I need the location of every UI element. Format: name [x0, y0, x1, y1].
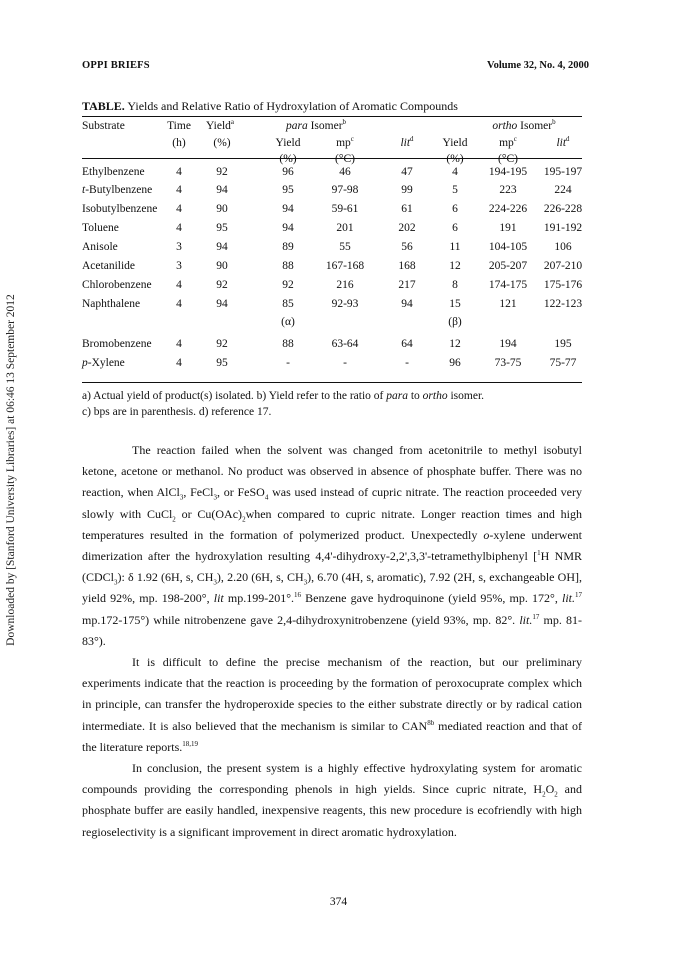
- table-footnote-1: a) Actual yield of product(s) isolated. b) Yield refer to the ratio of para to ortho isomer.: [82, 390, 485, 402]
- col-head-ortho-yield-unit: (%): [446, 153, 464, 165]
- col-head-yield: [206, 120, 234, 132]
- table-cell-p-yield: 88: [282, 338, 294, 350]
- table-cell-o-mp: 223: [499, 184, 517, 196]
- running-header-volume: Volume 32, No. 4, 2000: [487, 60, 589, 71]
- table-cell-o-mp: 191: [499, 222, 517, 234]
- table-cell-o-lit: 106: [554, 241, 572, 253]
- table-cell-p-mp: 59-61: [331, 203, 359, 215]
- table-cell-p-mp: 46: [339, 166, 351, 178]
- ortho-label: ortho: [492, 120, 518, 132]
- table-cell-p-lit: 168: [398, 260, 416, 272]
- table-cell-yield: 94: [216, 184, 228, 196]
- table-cell-o-mp: 194-195: [488, 166, 528, 178]
- download-watermark-text: Downloaded by [Stanford University Libraries] at 06:46 13 September 2012: [5, 294, 17, 646]
- table-cell-substrate: Anisole: [82, 241, 118, 253]
- table-cell-o-lit: 224: [554, 184, 572, 196]
- table-cell-substrate: t-Butylbenzene: [82, 184, 153, 196]
- table-cell-time: 3: [176, 260, 182, 272]
- table-cell-yield: 90: [216, 260, 228, 272]
- table-cell-o-yield: 12: [449, 260, 461, 272]
- page-number: 374: [329, 896, 348, 908]
- table-cell-o-mp: 73-75: [494, 357, 522, 369]
- ortho-sup: b: [552, 118, 556, 127]
- table-cell-p-lit: 202: [398, 222, 416, 234]
- ortho-lit-text: lit: [556, 137, 567, 149]
- table-cell-p-mp: 97-98: [331, 184, 359, 196]
- table-cell-time: 3: [176, 241, 182, 253]
- table-cell-o-mp: 174-175: [488, 279, 528, 291]
- table-cell-time: 4: [176, 357, 182, 369]
- col-head-para-yield: Yield: [275, 137, 301, 149]
- col-head-ortho-yield: Yield: [442, 137, 468, 149]
- paragraph-3: In conclusion, the present system is a highly effective hydroxylating system for aromatic compounds providing the corresponding phenols in high yields. Since cupric nitrate, $H_2O_2$ and phosphate buffer are easily handled, inexpensive reagents, this new procedure is ecofriendly with high regioselectivity is a significant improvement in direct aromatic hydroxylation.: [82, 761, 582, 839]
- table-cell-time: 4: [176, 166, 182, 178]
- ortho-lit-sup: d: [566, 135, 570, 144]
- table-cell-p-lit: 217: [398, 279, 416, 291]
- table-cell-yield: 90: [216, 203, 228, 215]
- table-cell-o-lit: 122-123: [543, 298, 583, 310]
- col-head-yield-sup: a: [230, 118, 235, 127]
- table-cell-o-mp: 224-226: [488, 203, 528, 215]
- table-title-text: Yields and Relative Ratio of Hydroxylation of Aromatic Compounds: [124, 99, 458, 113]
- para-lit-text: lit: [400, 137, 411, 149]
- table-cell-substrate: Bromobenzene: [82, 338, 152, 350]
- table-cell-p-lit: 56: [401, 241, 413, 253]
- table-cell-p-yield: 92: [282, 279, 294, 291]
- table-title: [82, 99, 458, 114]
- table-cell-p-mp: 216: [336, 279, 354, 291]
- table-cell-substrate: Naphthalene: [82, 298, 141, 310]
- table-cell-o-yield: 8: [452, 279, 458, 291]
- table-cell-p-mp: 201: [336, 222, 354, 234]
- table-cell-time: 4: [176, 338, 182, 350]
- table-cell-time: 4: [176, 279, 182, 291]
- table-cell-p-yield: 96: [282, 166, 294, 178]
- table-cell-p-lit: 47: [401, 166, 413, 178]
- table-cell-yield: 94: [216, 241, 228, 253]
- table-cell-p-yield: -: [286, 357, 290, 369]
- body-text: [82, 440, 582, 843]
- table-cell-time: 4: [176, 222, 182, 234]
- table-cell-o-yield: 6: [452, 222, 458, 234]
- table-label: TABLE.: [82, 99, 125, 113]
- col-head-para-lit: [400, 137, 413, 149]
- table-cell-p-yield: 88: [282, 260, 294, 272]
- table-cell-o-yield: 15: [449, 298, 461, 310]
- table-cell-p-mp: 92-93: [331, 298, 359, 310]
- table-cell-o-lit: 175-176: [543, 279, 583, 291]
- table-footnote-2: c) bps are in parenthesis. d) reference 17.: [82, 406, 272, 418]
- table-cell-o-lit: 226-228: [543, 203, 583, 215]
- col-head-yield-text: Yield: [206, 120, 231, 132]
- table-cell-yield: 95: [216, 222, 228, 234]
- col-head-yield-unit: (%): [213, 137, 231, 149]
- table-cell-p-lit: -: [405, 357, 409, 369]
- col-head-para-yield-unit: (%): [279, 153, 297, 165]
- table-cell-o-yield: 12: [449, 338, 461, 350]
- table-cell-p-lit: 64: [401, 338, 413, 350]
- para-sup: b: [342, 118, 347, 127]
- table-cell-o-yield: 6: [452, 203, 458, 215]
- paragraph-2: It is difficult to define the precise mechanism of the reaction, but our preliminary experiments indicate that the reaction is proceeding by the formation of peroxocuprate complex which in principle, can transfer the hydroperoxide species to the either substrate directly or by radical cation intermediate. It is also believed that the mechanism is similar to $CAN^{8b}$ mediated reaction and that of the literature reports.$^{18,19}$: [82, 655, 582, 754]
- table-cell-p-yield: 85: [282, 298, 294, 310]
- table-cell-substrate: Isobutylbenzene: [82, 203, 158, 215]
- table-cell-o-yield: 5: [452, 184, 458, 196]
- para-label: para: [285, 120, 308, 132]
- table-cell-o-yield: (β): [448, 316, 462, 328]
- table-cell-p-lit: 99: [401, 184, 413, 196]
- col-head-ortho-lit: [556, 137, 569, 149]
- table-cell-p-yield: 94: [282, 203, 294, 215]
- table-cell-p-mp: 167-168: [325, 260, 365, 272]
- paragraph-1: The reaction failed when the solvent was changed from acetonitrile to methyl isobutyl ketone, acetone or methanol. No product was observed in absence of phosphate buffer. There was no reaction, when AlCl$_3$, FeCl$_3$, or FeSO$_4$ was used instead of cupric nitrate. The reaction proceeded very slowly with CuCl$_2$ or $Cu(OAc)_2when$ compared to cupric nitrate. Longer reaction times and high temperatures resulted in the formation of polymerized product. Unexpectedly o-xylene underwent dimerization after the hydroxylation resulting 4,4'-dihydroxy-2,2',3,3'-tetramethylbiphenyl [$^1$H NMR (CDCl$_3$): δ 1.92 (6H, s, $CH_3$), 2.20 (6H, s, $CH_3$), 6.70 (4H, s, aromatic), 7.92 (2H, s, exchangeable OH], yield 92%, mp. 198-200°, lit mp.199-201°.$^{16}$ Benzene gave hydroquinone (yield 95%, mp. 172°, lit.$^{17}$ mp.172-175°) while nitrobenzene gave 2,4-dihydroxynitrobenzene (yield 93%, mp. 82°. lit.$^{17}$ mp. 81-83°).: [82, 443, 583, 648]
- col-head-ortho-mp: [499, 137, 517, 149]
- table-cell-time: 4: [176, 184, 182, 196]
- table-cell-p-mp: 55: [339, 241, 351, 253]
- table-cell-yield: 94: [216, 298, 228, 310]
- table-cell-substrate: Chlorobenzene: [82, 279, 152, 291]
- ortho-isomer-label: Isomer: [517, 120, 553, 132]
- col-head-ortho-mp-unit: (°C): [498, 153, 518, 165]
- table-cell-o-yield: 4: [452, 166, 458, 178]
- para-mp-sup: c: [350, 135, 354, 144]
- para-lit-sup: d: [410, 135, 414, 144]
- table-cell-o-yield: 11: [449, 241, 461, 253]
- table-cell-yield: 92: [216, 338, 228, 350]
- ortho-mp-text: mp: [499, 137, 514, 149]
- running-header-journal: OPPI BRIEFS: [82, 60, 150, 71]
- table-cell-p-yield: 94: [282, 222, 294, 234]
- table-cell-o-lit: 207-210: [543, 260, 583, 272]
- table-cell-o-mp: 121: [499, 298, 517, 310]
- para-mp-text: mp: [336, 137, 351, 149]
- col-head-substrate: Substrate: [82, 120, 125, 132]
- table-top-rule: [82, 116, 582, 117]
- table-cell-o-lit: 191-192: [543, 222, 583, 234]
- col-head-time: Time: [167, 120, 191, 132]
- table-cell-o-mp: 205-207: [488, 260, 528, 272]
- col-head-para-mp-unit: (°C): [335, 153, 355, 165]
- table-cell-yield: 92: [216, 166, 228, 178]
- col-head-para-group: [286, 120, 346, 132]
- table-cell-p-lit: 61: [401, 203, 413, 215]
- col-head-time-unit: (h): [172, 137, 186, 149]
- table-cell-p-mp: 63-64: [331, 338, 359, 350]
- col-head-ortho-group: [492, 120, 555, 132]
- table-cell-o-mp: 104-105: [488, 241, 528, 253]
- table-cell-time: 4: [176, 298, 182, 310]
- col-head-para-mp: [336, 137, 354, 149]
- table-cell-time: 4: [176, 203, 182, 215]
- table-cell-p-yield: 95: [282, 184, 294, 196]
- table-cell-o-yield: 96: [449, 357, 461, 369]
- table-cell-p-yield: 89: [282, 241, 294, 253]
- table-cell-substrate: Acetanilide: [82, 260, 136, 272]
- download-watermark: [4, 240, 18, 700]
- table-cell-substrate: p-Xylene: [82, 357, 125, 369]
- para-isomer-label: Isomer: [307, 120, 343, 132]
- table-cell-substrate: Toluene: [82, 222, 119, 234]
- table-cell-o-lit: 195-197: [543, 166, 583, 178]
- table-cell-p-yield: (α): [281, 316, 295, 328]
- table-cell-yield: 92: [216, 279, 228, 291]
- table-cell-p-lit: 94: [401, 298, 413, 310]
- table-cell-o-lit: 75-77: [549, 357, 577, 369]
- ortho-mp-sup: c: [513, 135, 517, 144]
- table-cell-yield: 95: [216, 357, 228, 369]
- table-cell-o-mp: 194: [499, 338, 517, 350]
- table-cell-substrate: Ethylbenzene: [82, 166, 145, 178]
- table-cell-o-lit: 195: [554, 338, 572, 350]
- table-cell-p-mp: -: [343, 357, 347, 369]
- table-bottom-rule: [82, 382, 582, 383]
